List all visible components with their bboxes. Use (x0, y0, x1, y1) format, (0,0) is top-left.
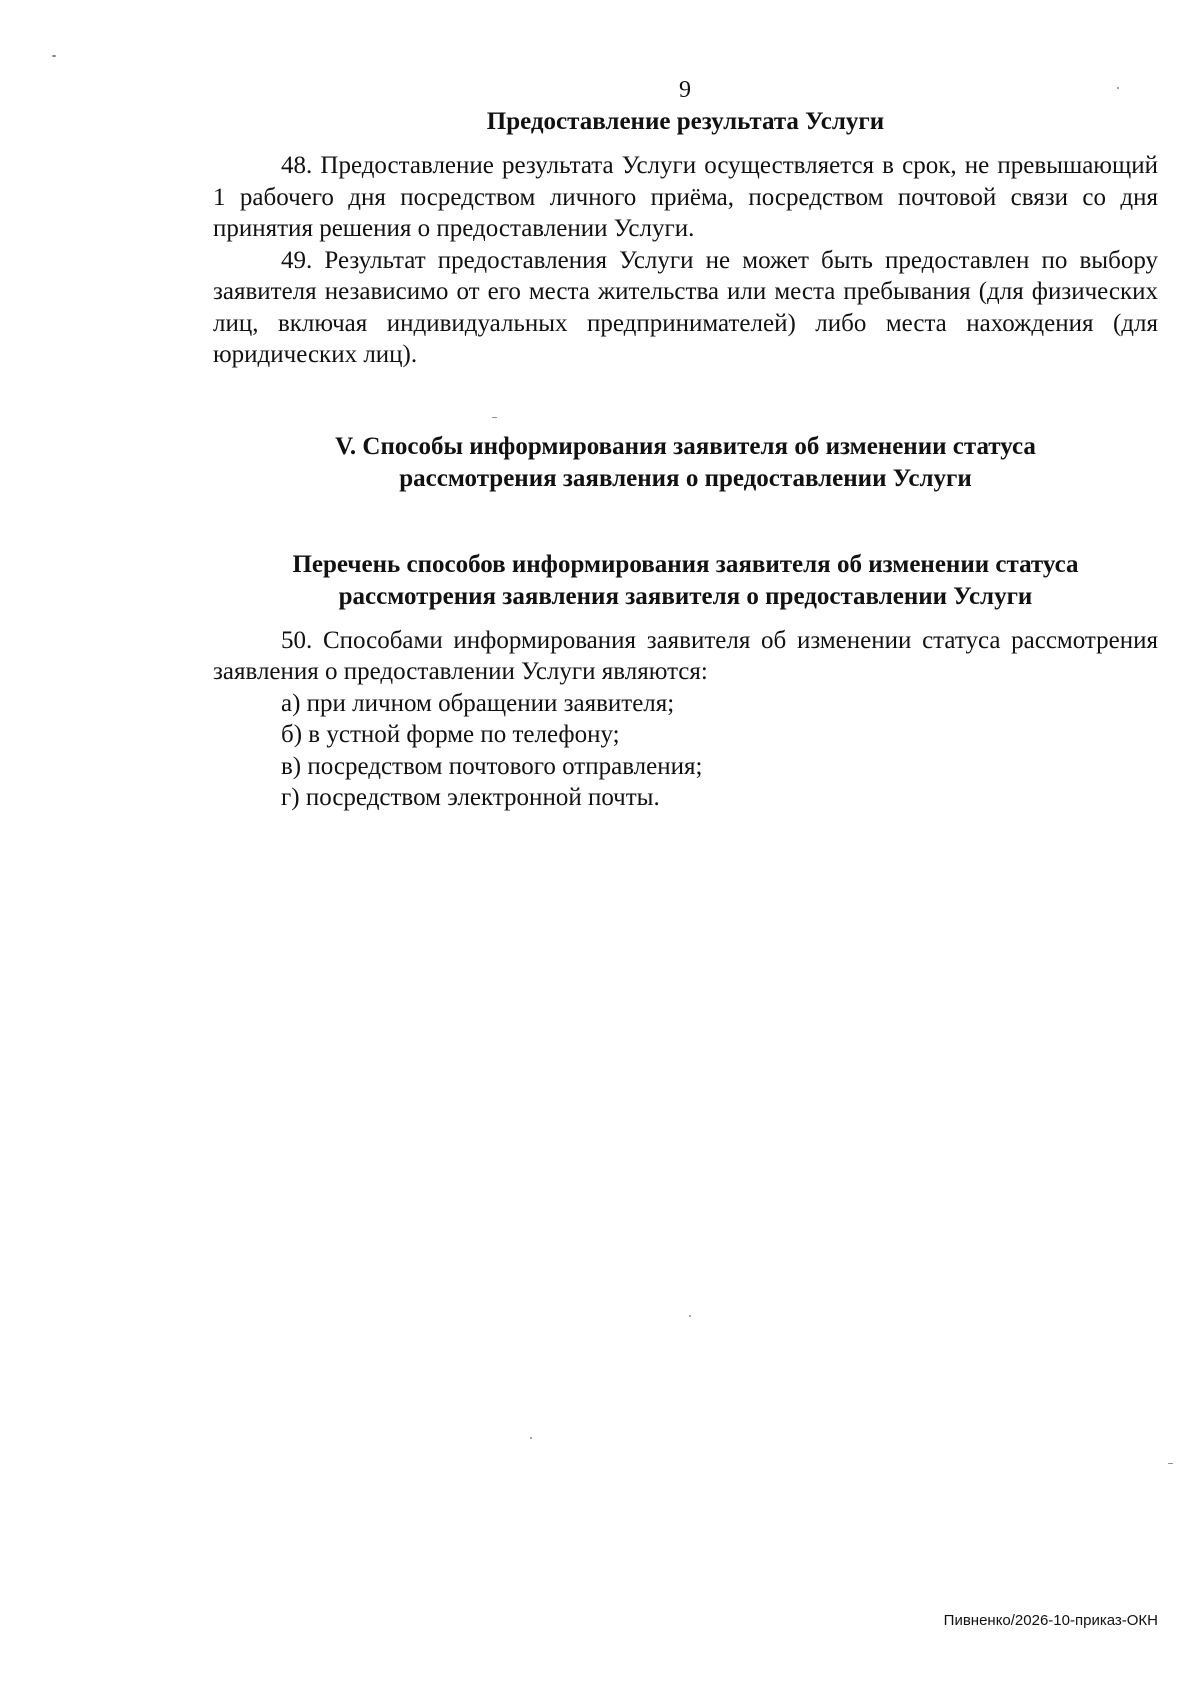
methods-list-heading (213, 549, 1158, 613)
section-5-heading-line-2: рассмотрения заявления о предоставлении Услуги (399, 464, 972, 492)
scan-speck (689, 1315, 691, 1317)
paragraph-50: 50. Способами информирования заявителя об изменении статуса рассмотрения заявления о предоставлении Услуги являются: (213, 626, 1158, 685)
methods-list-heading-line-2: рассмотрения заявления заявителя о предоставлении Услуги (338, 582, 1033, 610)
list-item: в) посредством почтового отправления; (281, 752, 703, 780)
document-body (213, 106, 1158, 814)
list-item: а) при личном обращении заявителя; (281, 689, 675, 717)
result-heading: Предоставление результата Услуги (486, 108, 885, 135)
section-5-heading-line-1: V. Способы информирования заявителя об изменении статуса (335, 432, 1036, 460)
list-item: б) в устной форме по телефону; (281, 721, 620, 748)
document-code: Пивненко/2026-10-приказ-ОКН (943, 1612, 1158, 1629)
paragraph-48: 48. Предоставление результата Услуги осуществляется в срок, не превышающий 1 рабочего дня посредством личного приёма, посредством почтовой связи со дня принятия решения о предоставлении Услуги. (213, 152, 1158, 242)
scan-speck (1168, 1463, 1173, 1464)
scan-speck (530, 1437, 532, 1439)
scan-speck (492, 417, 497, 418)
page-number: 9 (679, 77, 691, 103)
section-5-heading (213, 431, 1158, 495)
methods-list-heading-line-1: Перечень способов информирования заявителя об изменении статуса (292, 550, 1079, 578)
methods-list (213, 688, 1158, 814)
paragraph-49: 49. Результат предоставления Услуги не может быть предоставлен по выбору заявителя независимо от его места жительства или места пребывания (для физических лиц, включая индивидуальных предпринимателей) либо места нахождения (для юридических лиц). (213, 246, 1158, 368)
scan-speck (1117, 87, 1119, 89)
scan-speck (52, 55, 56, 57)
list-item: г) посредством электронной почты. (281, 784, 660, 811)
